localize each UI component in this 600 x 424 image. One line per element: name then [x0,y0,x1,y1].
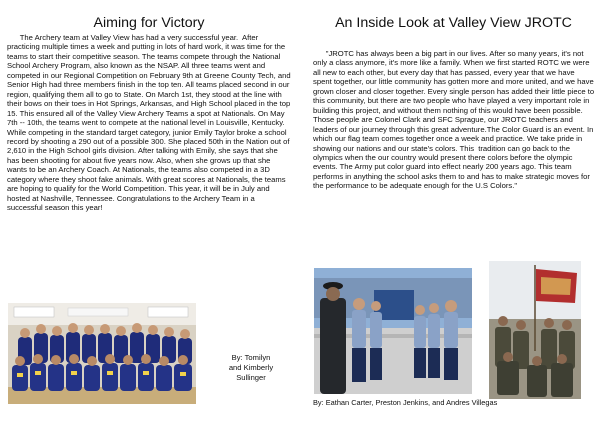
archery-byline-line-1: By: Tomilyn [231,353,271,362]
jrotc-cadets-photo [314,268,472,394]
archery-byline-line-2: and Kimberly [228,363,274,372]
archery-byline-line-3: Sullinger [236,373,266,382]
archery-article-title: Aiming for Victory [93,15,205,31]
jrotc-article-byline: By: Eathan Carter, Preston Jenkins, and Andres Villegas [313,398,498,407]
archery-team-photo-art [8,303,196,404]
archery-article-body: The Archery team at Valley View has had a very successful year. After practicing multiple times a week and putting in lots of hard work, it was time for the teams to start their competitive season. The teams compete through the National School Archery Program, also known as the NSAP. All three teams went and competed in our Regional Competition on February 9th at Greene County Tech, and Senior High had three members finish in the top ten. All teams placed second in our region, qualifying them all to go to State. On March 1st, they stood at the line with their bows on their toes in Hot Springs, Arkansas, and High School placed in the top 15. This ensured all of the Valley View Archery Teams a spot at Nationals. On May 7th -- 10th, the teams went to compete at the national level in Louisville, Kentucky. While competing in the standard target category, junior Emily Taylor broke a school record by shooting a 290 out of a possible 300. She placed 50th in the Nation out of 2,610 in the High School girls division. After talking with Emily, she says that she has been shooting for about five years now. Also, when she grows up that she wants to be an Archery Coach. At Nationals, the teams also competed in a 3D category where they shoot fake animals. With great scores at Nationals, the teams are hoping to qualify for the World Competition. This year, it will be in July and hosted at Nashville, Tennessee. Congratulations to the Archery Team in a successful season this year! [7,33,293,213]
jrotc-cadets-photo-art [314,268,472,394]
jrotc-article-title: An Inside Look at Valley View JROTC [335,15,572,31]
archery-article-byline [211,353,291,383]
jrotc-color-guard-photo [489,261,581,399]
archery-team-photo [8,303,196,404]
jrotc-article-body: "JROTC has always been a big part in our lives. After so many years, it's not only a class anymore, it's more like a family. When we first started ROTC we were all new to each other, but every day that has passed, every year that we have spent together, our little community has gotten more and more united, and we have grown closer and closer together. Every single person has added their little piece to this community, but there are two people who have played a very important role in building this project, and without them nothing of this would have been possible. Those people are Colonel Clark and SFC Sprague, our JROTC teachers and leaders of our journey through this great adventure.The Color Guard is an event. In which our flag team comes together once a week and practice. We take pride in showing our nations and our state's colors. This tradition can go back to the olympics when the our country would present there colors before the olympic events. The Army put color guard into effect nearly 200 years ago. This team performs in anything the school asks them to and has to make strategic moves for the performance to be adequate enough for the U.S Colors." [313,49,597,191]
jrotc-color-guard-photo-art [489,261,581,399]
